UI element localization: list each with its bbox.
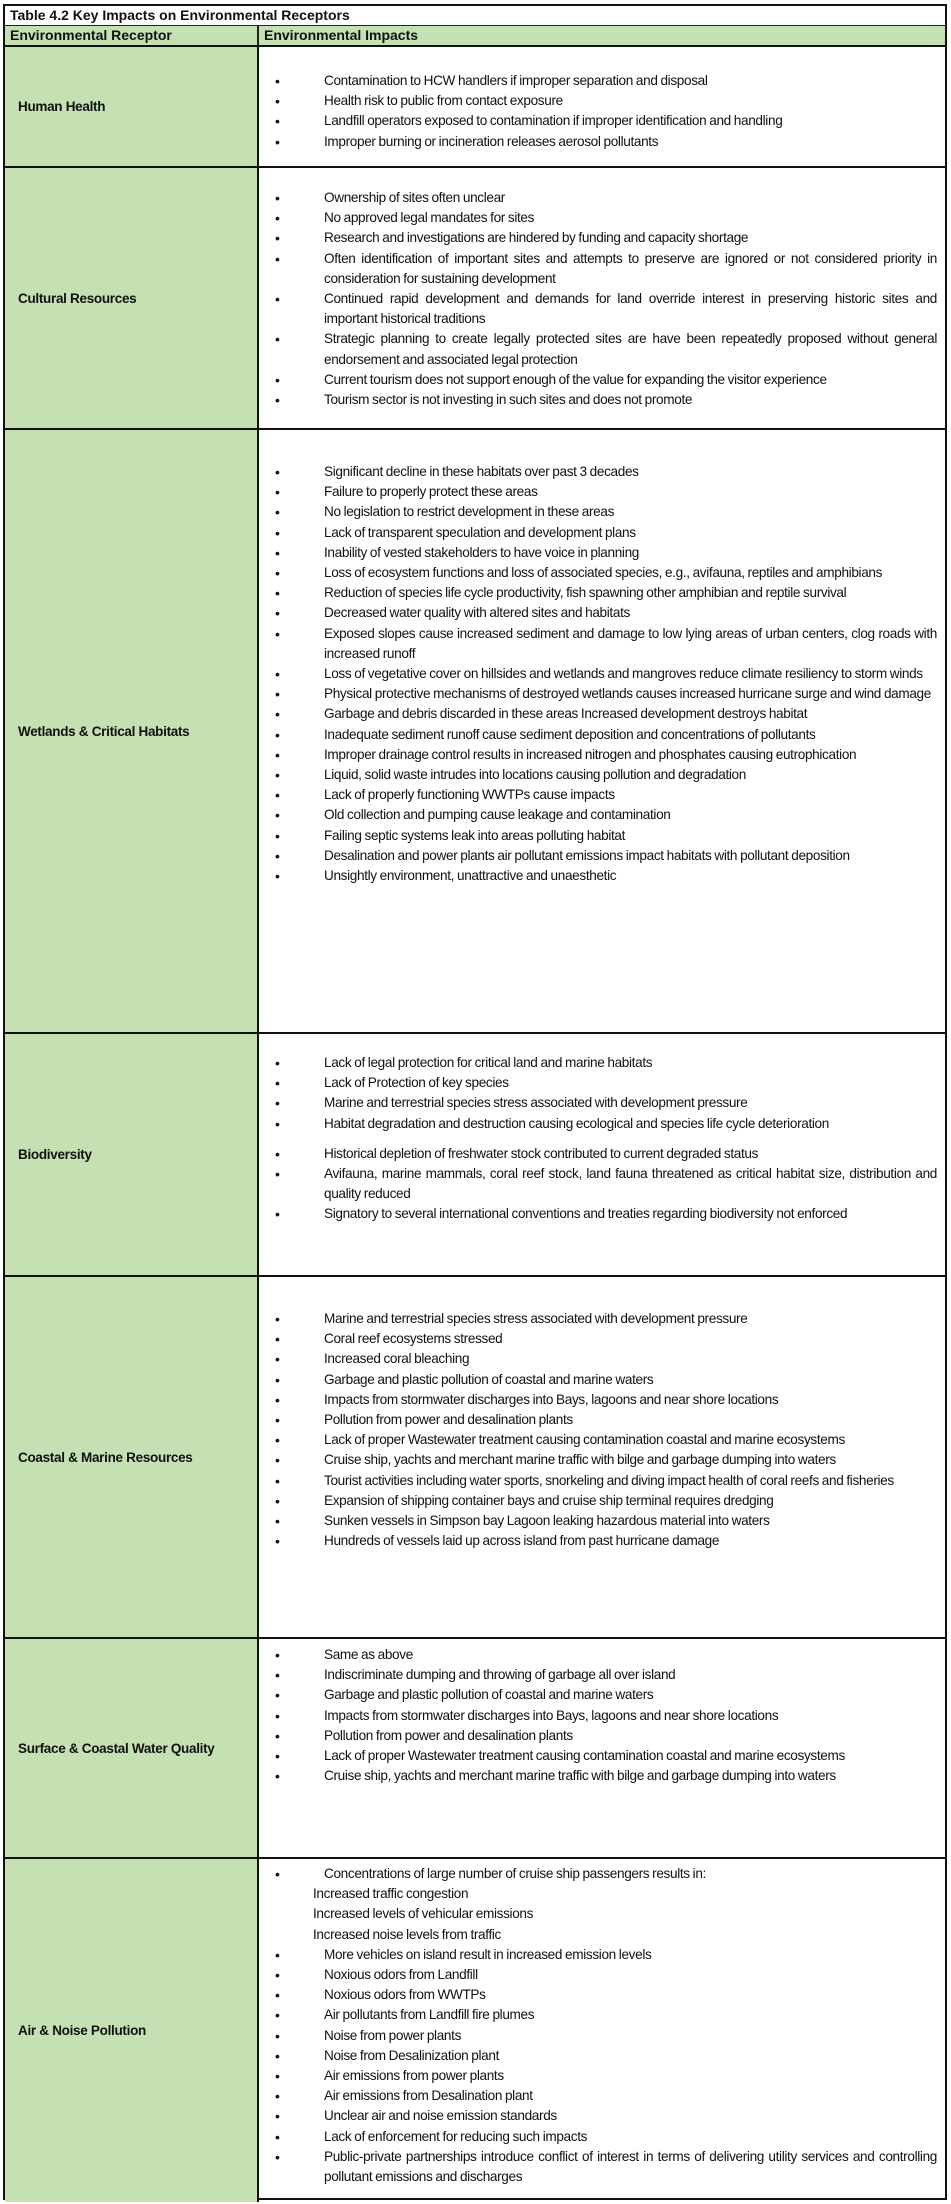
header-environmental-receptor: Environmental Receptor: [10, 27, 172, 43]
receptor-label: Wetlands & Critical Habitats: [18, 723, 190, 739]
impact-item: • Lack of proper Wastewater treatment causing contamination coastal and marine ecosystems: [261, 1746, 937, 1766]
impact-item: • Lack of enforcement for reducing such impacts: [261, 2127, 937, 2147]
table-row: [5, 1859, 945, 2202]
table-row: [5, 1034, 945, 1277]
impacts-list: [261, 1864, 937, 2187]
impact-item: • Inability of vested stakeholders to have voice in planning: [261, 543, 937, 563]
receptor-cell: [5, 1639, 259, 1857]
impact-item: • Noxious odors from WWTPs: [261, 1985, 937, 2005]
receptor-cell: [5, 1277, 259, 1637]
receptor-label: Biodiversity: [18, 1147, 92, 1162]
impact-item: • Signatory to several international conventions and treaties regarding biodiversity not enforced: [261, 1204, 937, 1224]
impact-item: • Air pollutants from Landfill fire plumes: [261, 2005, 937, 2025]
impact-item: • Noise from power plants: [261, 2026, 937, 2046]
impact-item: • Loss of ecosystem functions and loss of associated species, e.g., avifauna, reptiles and amphibians: [261, 563, 937, 583]
impact-item: • Tourism sector is not investing in such sites and does not promote: [261, 390, 937, 410]
impacts-cell: [261, 47, 945, 166]
impact-item: • More vehicles on island result in increased emission levels: [261, 1945, 937, 1965]
impact-item: • Cruise ship, yachts and merchant marine traffic with bilge and garbage dumping into waters: [261, 1450, 937, 1470]
impact-item: • Unsightly environment, unattractive and unaesthetic: [261, 866, 937, 886]
receptor-cell: [5, 47, 259, 166]
impact-item: • Failing septic systems leak into areas polluting habitat: [261, 826, 937, 846]
impact-item: • Research and investigations are hindered by funding and capacity shortage: [261, 228, 937, 248]
receptor-label: Human Health: [18, 99, 106, 114]
receptor-label: Coastal & Marine Resources: [18, 1449, 193, 1465]
impact-item: • Marine and terrestrial species stress associated with development pressure: [261, 1309, 937, 1329]
impact-item: • Coral reef ecosystems stressed: [261, 1329, 937, 1349]
impact-item: • Lack of transparent speculation and development plans: [261, 523, 937, 543]
impact-subitem: Increased traffic congestion: [313, 1886, 469, 1902]
impact-item: • Avifauna, marine mammals, coral reef stock, land fauna threatened as critical habitat size, distribution and quality reduced: [261, 1164, 937, 1204]
impact-subitem: Increased levels of vehicular emissions: [313, 1906, 534, 1922]
impact-item: • Impacts from stormwater discharges into Bays, lagoons and near shore locations: [261, 1390, 937, 1410]
impact-item: • Public-private partnerships introduce conflict of interest in terms of delivering utility services and controlling pollutant emissions and discharges: [261, 2147, 937, 2187]
impacts-list: [261, 1309, 937, 1551]
impact-item: • Hundreds of vessels laid up across island from past hurricane damage: [261, 1531, 937, 1551]
table-row: [5, 168, 945, 430]
impact-item: • No approved legal mandates for sites: [261, 208, 937, 228]
impacts-cell: [261, 1859, 945, 2202]
impact-item: • Landfill operators exposed to contamination if improper identification and handling: [261, 111, 937, 131]
impact-item: • Strategic planning to create legally protected sites are have been repeatedly proposed without general endorsement and associated legal protection: [261, 329, 937, 369]
impact-item: • Lack of Protection of key species: [261, 1073, 937, 1093]
impact-item: • Garbage and plastic pollution of coastal and marine waters: [261, 1370, 937, 1390]
impact-item: • Indiscriminate dumping and throwing of garbage all over island: [261, 1665, 937, 1685]
receptor-cell: [5, 1034, 259, 1275]
impacts-list: [261, 462, 937, 886]
impact-item: • Tourist activities including water sports, snorkeling and diving impact health of coral reefs and fisheries: [261, 1471, 937, 1491]
impact-item: • Sunken vessels in Simpson bay Lagoon leaking hazardous material into waters: [261, 1511, 937, 1531]
impact-item: • Air emissions from power plants: [261, 2066, 937, 2086]
impact-item: • Loss of vegetative cover on hillsides and wetlands and mangroves reduce climate resiliency to storm winds: [261, 664, 937, 684]
impact-item: • Lack of proper Wastewater treatment causing contamination coastal and marine ecosystems: [261, 1430, 937, 1450]
impact-item: • Concentrations of large number of cruise ship passengers results in:: [261, 1864, 937, 1884]
impact-item: • Reduction of species life cycle productivity, fish spawning other amphibian and reptile survival: [261, 583, 937, 603]
table-row: [5, 47, 945, 168]
impact-item: • Noise from Desalinization plant: [261, 2046, 937, 2066]
impact-item: • Current tourism does not support enough of the value for expanding the visitor experience: [261, 370, 937, 390]
impact-item: • Liquid, solid waste intrudes into locations causing pollution and degradation: [261, 765, 937, 785]
receptor-label: Air & Noise Pollution: [18, 2023, 146, 2038]
impacts-list: [261, 188, 937, 410]
impact-item: • No legislation to restrict development in these areas: [261, 502, 937, 522]
impact-item: • Increased coral bleaching: [261, 1349, 937, 1369]
impact-item: • Expansion of shipping container bays and cruise ship terminal requires dredging: [261, 1491, 937, 1511]
impact-item: • Habitat degradation and destruction causing ecological and species life cycle deterioration: [261, 1114, 937, 1134]
impact-item: • Contamination to HCW handlers if improper separation and disposal: [261, 71, 937, 91]
impact-item: • Cruise ship, yachts and merchant marine traffic with bilge and garbage dumping into waters: [261, 1766, 937, 1786]
impact-item: • Historical depletion of freshwater stock contributed to current degraded status: [261, 1144, 937, 1164]
impacts-cell: [261, 1034, 945, 1275]
impact-item: • Improper burning or incineration releases aerosol pollutants: [261, 132, 937, 152]
header-divider: [257, 26, 259, 45]
impacts-cell: [261, 168, 945, 428]
impact-item: • Continued rapid development and demands for land override interest in preserving historic sites and important historical traditions: [261, 289, 937, 329]
impact-item: • Failure to properly protect these areas: [261, 482, 937, 502]
impact-item: • Impacts from stormwater discharges into Bays, lagoons and near shore locations: [261, 1706, 937, 1726]
impact-item: • Same as above: [261, 1645, 937, 1665]
impact-subitem: Increased noise levels from traffic: [313, 1926, 501, 1942]
receptor-cell: [5, 430, 259, 1032]
receptor-cell: [5, 168, 259, 428]
impact-item: • Physical protective mechanisms of destroyed wetlands causes increased hurricane surge and wind damage: [261, 684, 937, 704]
impact-item: • Significant decline in these habitats over past 3 decades: [261, 462, 937, 482]
impact-item: • Inadequate sediment runoff cause sediment deposition and concentrations of pollutants: [261, 725, 937, 745]
table-row: [5, 430, 945, 1034]
impact-item: • Garbage and debris discarded in these areas Increased development destroys habitat: [261, 704, 937, 724]
impact-item: • Marine and terrestrial species stress associated with development pressure: [261, 1093, 937, 1113]
impact-item: • Ownership of sites often unclear: [261, 188, 937, 208]
impact-item: • Health risk to public from contact exposure: [261, 91, 937, 111]
receptor-label: Surface & Coastal Water Quality: [18, 1740, 215, 1756]
header-environmental-impacts: Environmental Impacts: [264, 27, 419, 43]
table-row: [5, 1277, 945, 1639]
impacts-table: [3, 4, 947, 2200]
impacts-list: [261, 1053, 937, 1225]
impact-item: • Improper drainage control results in increased nitrogen and phosphates causing eutrophication: [261, 745, 937, 765]
receptor-cell: [5, 1859, 259, 2202]
table-header-row: [5, 26, 945, 47]
impact-item: • Noxious odors from Landfill: [261, 1965, 937, 1985]
table-title: Table 4.2 Key Impacts on Environmental Receptors: [5, 6, 945, 26]
impact-item: • Decreased water quality with altered sites and habitats: [261, 603, 937, 623]
impacts-cell: [261, 1639, 945, 1857]
impacts-list: [261, 1645, 937, 1786]
impact-item: • Old collection and pumping cause leakage and contamination: [261, 805, 937, 825]
impact-item: • Exposed slopes cause increased sediment and damage to low lying areas of urban centers, clog roads with increased runoff: [261, 624, 937, 664]
impact-item: • Pollution from power and desalination plants: [261, 1726, 937, 1746]
impact-item: • Desalination and power plants air pollutant emissions impact habitats with pollutant deposition: [261, 846, 937, 866]
impact-item: • Unclear air and noise emission standards: [261, 2106, 937, 2126]
impacts-cell: [261, 1277, 945, 1637]
impacts-list: [261, 71, 937, 152]
impact-item: • Lack of properly functioning WWTPs cause impacts: [261, 785, 937, 805]
impacts-cell: [261, 430, 945, 1032]
impact-item: • Pollution from power and desalination plants: [261, 1410, 937, 1430]
impact-item: • Garbage and plastic pollution of coastal and marine waters: [261, 1685, 937, 1705]
receptor-label: Cultural Resources: [18, 290, 137, 306]
impact-item: • Often identification of important sites and attempts to preserve are ignored or not considered priority in consideration for sustaining development: [261, 249, 937, 289]
impact-item: • Air emissions from Desalination plant: [261, 2086, 937, 2106]
impact-item: • Lack of legal protection for critical land and marine habitats: [261, 1053, 937, 1073]
table-row: [5, 1639, 945, 1859]
